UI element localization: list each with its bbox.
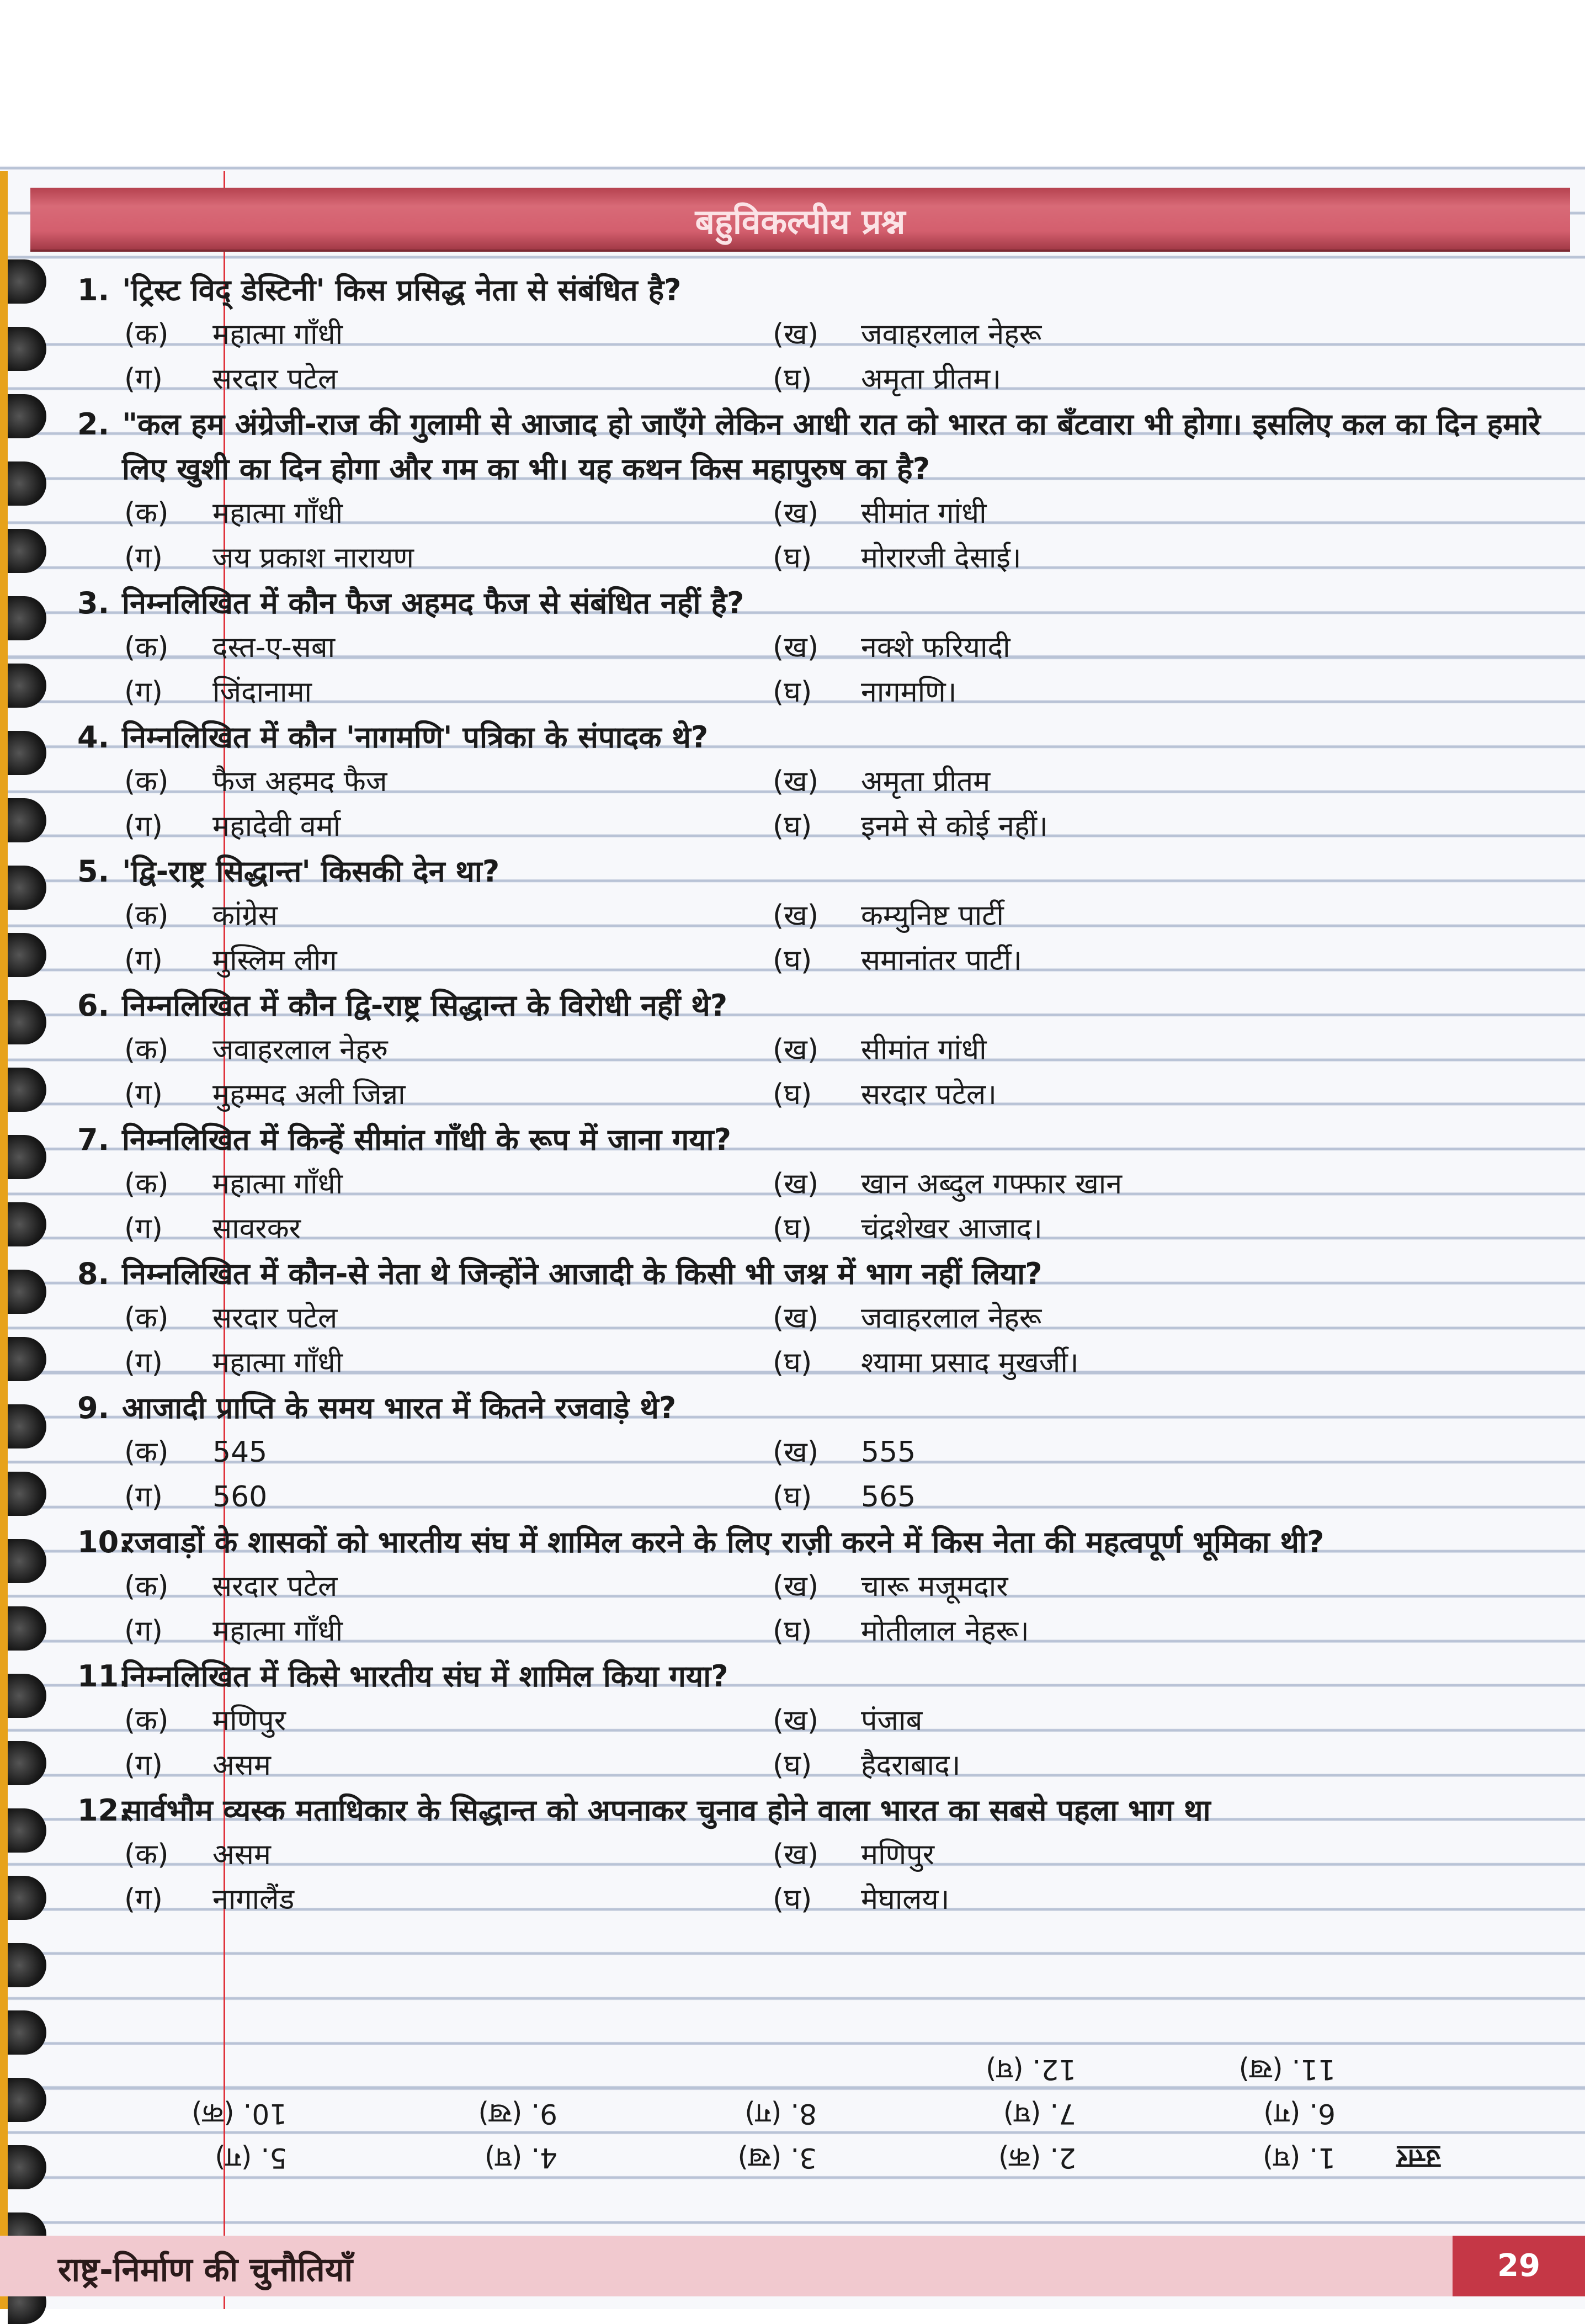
option-label: (क)	[124, 765, 169, 798]
option-text: मोरारजी देसाई।	[861, 542, 1022, 575]
option-label: (घ)	[773, 1346, 812, 1379]
question-item	[77, 1251, 1567, 1386]
question-item	[77, 268, 1567, 402]
question-text	[77, 849, 1567, 894]
option-text: सावरकर	[212, 1212, 301, 1245]
option-label: (घ)	[773, 1749, 812, 1782]
option-label: (क)	[124, 1704, 169, 1737]
option-label: (घ)	[773, 1883, 812, 1916]
option-text: मणिपुर	[861, 1838, 934, 1871]
question-item	[77, 402, 1567, 581]
option	[77, 1430, 773, 1475]
option-text: जवाहरलाल नेहरु	[212, 1033, 388, 1067]
option-text: 545	[212, 1436, 268, 1469]
option	[773, 1073, 1490, 1117]
option	[773, 1162, 1490, 1207]
option	[773, 1475, 1490, 1520]
section-banner	[30, 188, 1570, 252]
option-text: नागालैंड	[212, 1883, 295, 1916]
option	[77, 1475, 773, 1520]
question-item	[77, 1654, 1567, 1788]
option-label: (घ)	[773, 944, 812, 977]
option-text: खान अब्दुल गफ्फार खान	[861, 1168, 1123, 1201]
option-text: सरदार पटेल	[212, 363, 338, 396]
question-list	[77, 268, 1567, 1922]
page-footer	[0, 2236, 1585, 2296]
option	[773, 670, 1490, 715]
option-text: मेघालय।	[861, 1883, 950, 1916]
page-number: 29	[1453, 2236, 1585, 2296]
option	[773, 1609, 1490, 1654]
option	[773, 491, 1490, 536]
option-text: चंद्रशेखर आजाद।	[861, 1212, 1043, 1245]
option-label: (ख)	[773, 631, 819, 664]
option-text: महात्मा गाँधी	[212, 1346, 343, 1379]
option-label: (ख)	[773, 1302, 819, 1335]
option	[773, 312, 1490, 357]
answer-key-title: उत्तर	[1396, 2143, 1440, 2174]
option	[77, 536, 773, 581]
question-text	[77, 1117, 1567, 1162]
option-text: महात्मा गाँधी	[212, 497, 343, 530]
question-number: 9.	[77, 1391, 110, 1425]
question-text	[77, 983, 1567, 1028]
option-text: जय प्रकाश नारायण	[212, 542, 414, 575]
question-body: 'द्वि-राष्ट्र सिद्धान्त' किसकी देन था?	[122, 854, 500, 889]
option-text: जवाहरलाल नेहरू	[861, 1302, 1042, 1335]
option	[77, 804, 773, 849]
option-text: महात्मा गाँधी	[212, 1615, 343, 1648]
question-item	[77, 1117, 1567, 1251]
option-label: (घ)	[773, 1078, 812, 1111]
option-label: (घ)	[773, 542, 812, 575]
question-item	[77, 983, 1567, 1117]
answer-entry: 10. (क)	[192, 2098, 287, 2130]
answer-entry: 8. (ग)	[744, 2098, 817, 2130]
option-text: असम	[212, 1749, 271, 1782]
question-number: 3.	[77, 586, 110, 620]
option	[773, 760, 1490, 804]
option-text: महादेवी वर्मा	[212, 810, 341, 843]
option-text: महात्मा गाँधी	[212, 1168, 343, 1201]
option	[77, 670, 773, 715]
section-title: बहुविकल्पीय प्रश्न	[695, 201, 906, 242]
option-text: मोतीलाल नेहरू।	[861, 1615, 1029, 1648]
option-label: (क)	[124, 1570, 169, 1603]
option	[77, 1877, 773, 1922]
option	[773, 1699, 1490, 1743]
option	[77, 1699, 773, 1743]
option-label: (ग)	[124, 676, 163, 709]
option	[77, 625, 773, 670]
question-body: निम्नलिखित में कौन फैज अहमद फैज से संबंधित नहीं है?	[122, 586, 744, 620]
option	[773, 1743, 1490, 1788]
option-label: (क)	[124, 1436, 169, 1469]
question-number: 4.	[77, 720, 110, 755]
option-text: असम	[212, 1838, 271, 1871]
option-text: अमृता प्रीतम	[861, 765, 991, 798]
question-text	[77, 581, 1567, 625]
answer-entry: 7. (घ)	[1003, 2098, 1076, 2130]
option-text: मुहम्मद अली जिन्ना	[212, 1078, 406, 1111]
option	[77, 1028, 773, 1073]
option-text: कम्युनिष्ट पार्टी	[861, 899, 1004, 932]
option-text: कांग्रेस	[212, 899, 278, 932]
question-body: निम्नलिखित में कौन 'नागमणि' पत्रिका के संपादक थे?	[122, 720, 709, 755]
answer-entry: 3. (ख)	[737, 2142, 817, 2174]
option-text: सरदार पटेल।	[861, 1078, 997, 1111]
option	[77, 1833, 773, 1877]
option-label: (ग)	[124, 1346, 163, 1379]
option	[77, 1609, 773, 1654]
option-text: महात्मा गाँधी	[212, 318, 343, 351]
option-label: (ख)	[773, 1033, 819, 1067]
option-text: समानांतर पार्टी।	[861, 944, 1022, 977]
question-number: 2.	[77, 407, 110, 442]
question-item	[77, 849, 1567, 983]
answer-entry: 4. (घ)	[484, 2142, 557, 2174]
question-number: 10.	[77, 1525, 130, 1559]
option	[77, 1207, 773, 1251]
question-text	[77, 268, 1567, 312]
answer-entry: 6. (ग)	[1263, 2098, 1336, 2130]
option-text: हैदराबाद।	[861, 1749, 961, 1782]
option-label: (घ)	[773, 1212, 812, 1245]
option	[773, 536, 1490, 581]
option	[77, 1073, 773, 1117]
option-text: सरदार पटेल	[212, 1570, 338, 1603]
option-text: मणिपुर	[212, 1704, 286, 1737]
question-item	[77, 1788, 1567, 1922]
option	[773, 1028, 1490, 1073]
option	[773, 1877, 1490, 1922]
answer-entry: 1. (घ)	[1262, 2142, 1336, 2174]
option-label: (क)	[124, 1838, 169, 1871]
question-number: 7.	[77, 1122, 110, 1157]
option-label: (क)	[124, 899, 169, 932]
option-text: पंजाब	[861, 1704, 923, 1737]
option-label: (ख)	[773, 899, 819, 932]
question-text	[77, 1520, 1567, 1564]
option-text: जिंदानामा	[212, 676, 312, 709]
option-label: (क)	[124, 497, 169, 530]
option-label: (ग)	[124, 1212, 163, 1245]
option-label: (ख)	[773, 318, 819, 351]
option-label: (ख)	[773, 1570, 819, 1603]
option	[77, 1296, 773, 1341]
option-label: (घ)	[773, 363, 812, 396]
option-text: 560	[212, 1481, 268, 1514]
option-label: (ख)	[773, 497, 819, 530]
option-text: 565	[861, 1481, 916, 1514]
option	[77, 1162, 773, 1207]
option-label: (ग)	[124, 944, 163, 977]
option-text: दस्त-ए-सबा	[212, 631, 336, 664]
option-label: (घ)	[773, 810, 812, 843]
option-text: नक्शे फरियादी	[861, 631, 1010, 664]
option-text: श्यामा प्रसाद मुखर्जी।	[861, 1346, 1079, 1379]
question-text	[77, 1386, 1567, 1430]
option	[77, 1341, 773, 1386]
option	[77, 760, 773, 804]
option-label: (क)	[124, 1302, 169, 1335]
option-text: सीमांत गांधी	[861, 1033, 987, 1067]
question-body: रजवाड़ों के शासकों को भारतीय संघ में शामिल करने के लिए राज़ी करने में किस नेता की महत्वपूर्ण भूमिका थी?	[122, 1525, 1325, 1559]
option-label: (क)	[124, 1168, 169, 1201]
option-label: (क)	[124, 1033, 169, 1067]
answer-entry: 2. (क)	[998, 2142, 1076, 2174]
option-text: फैज अहमद फैज	[212, 765, 387, 798]
option-text: जवाहरलाल नेहरू	[861, 318, 1042, 351]
option-label: (ख)	[773, 1838, 819, 1871]
option	[77, 938, 773, 983]
option-label: (ग)	[124, 1078, 163, 1111]
question-number: 6.	[77, 988, 110, 1023]
answer-entry: 11. (ख)	[1238, 2054, 1336, 2086]
option	[773, 938, 1490, 983]
answer-entry: 12. (घ)	[986, 2054, 1076, 2086]
option	[773, 1341, 1490, 1386]
question-body: सार्वभौम व्यस्क मताधिकार के सिद्धान्त को अपनाकर चुनाव होने वाला भारत का सबसे पहला भाग था	[122, 1793, 1211, 1828]
question-item	[77, 1520, 1567, 1654]
option-text: नागमणि।	[861, 676, 957, 709]
option	[773, 1207, 1490, 1251]
question-item	[77, 1386, 1567, 1520]
question-body: 'ट्रिस्ट विद् डेस्टिनी' किस प्रसिद्ध नेता से संबंधित है?	[122, 273, 682, 307]
answer-entry: 5. (ग)	[215, 2142, 287, 2174]
option-label: (घ)	[773, 676, 812, 709]
chapter-title: राष्ट्र-निर्माण की चुनौतियाँ	[58, 2251, 353, 2289]
option-label: (ग)	[124, 542, 163, 575]
option-label: (क)	[124, 631, 169, 664]
option-label: (ग)	[124, 1481, 163, 1514]
option	[773, 625, 1490, 670]
question-text	[77, 1654, 1567, 1699]
option	[773, 894, 1490, 938]
option-label: (ग)	[124, 1749, 163, 1782]
option-label: (ग)	[124, 363, 163, 396]
question-body: निम्नलिखित में किन्हें सीमांत गाँधी के रूप में जाना गया?	[122, 1122, 731, 1157]
question-number: 1.	[77, 273, 110, 307]
option-label: (ख)	[773, 1436, 819, 1469]
option-text: सीमांत गांधी	[861, 497, 987, 530]
answer-key	[83, 2045, 1462, 2183]
spiral-spine	[0, 171, 8, 2309]
option	[77, 312, 773, 357]
question-body: निम्नलिखित में कौन द्वि-राष्ट्र सिद्धान्त के विरोधी नहीं थे?	[122, 988, 728, 1023]
option	[773, 1296, 1490, 1341]
option	[773, 804, 1490, 849]
option	[773, 1564, 1490, 1609]
option-label: (ख)	[773, 765, 819, 798]
question-number: 12.	[77, 1793, 130, 1828]
question-item	[77, 715, 1567, 849]
question-body: आजादी प्राप्ति के समय भारत में कितने रजवाड़े थे?	[122, 1391, 677, 1425]
question-body: निम्नलिखित में कौन-से नेता थे जिन्होंने आजादी के किसी भी जश्न में भाग नहीं लिया?	[122, 1256, 1043, 1291]
option-label: (घ)	[773, 1481, 812, 1514]
question-text	[77, 1788, 1567, 1833]
option-text: चारू मजूमदार	[861, 1570, 1008, 1603]
question-number: 11.	[77, 1659, 130, 1694]
option-text: अमृता प्रीतम।	[861, 363, 1001, 396]
option-text: सरदार पटेल	[212, 1302, 338, 1335]
option-text: इनमे से कोई नहीं।	[861, 810, 1048, 843]
option-label: (ग)	[124, 1615, 163, 1648]
option	[77, 1564, 773, 1609]
option-label: (ग)	[124, 810, 163, 843]
question-body: "कल हम अंग्रेजी-राज की गुलामी से आजाद हो जाएँगे लेकिन आधी रात को भारत का बँटवारा भी होगा। इसलिए कल का दिन हमारे लिए खुशी का दिन होगा और गम का भी। यह कथन किस महापुरुष का है?	[122, 407, 1541, 486]
option-label: (ग)	[124, 1883, 163, 1916]
option	[773, 1430, 1490, 1475]
option	[77, 1743, 773, 1788]
option-text: मुस्लिम लीग	[212, 944, 337, 977]
option-label: (ख)	[773, 1704, 819, 1737]
question-body: निम्नलिखित में किसे भारतीय संघ में शामिल किया गया?	[122, 1659, 728, 1694]
option	[77, 357, 773, 402]
question-text	[77, 715, 1567, 760]
option-label: (घ)	[773, 1615, 812, 1648]
option	[773, 357, 1490, 402]
option-label: (ख)	[773, 1168, 819, 1201]
question-item	[77, 581, 1567, 715]
option	[773, 1833, 1490, 1877]
option-text: 555	[861, 1436, 916, 1469]
question-text	[77, 1251, 1567, 1296]
option	[77, 491, 773, 536]
question-number: 8.	[77, 1256, 110, 1291]
question-text	[77, 402, 1567, 491]
option-label: (क)	[124, 318, 169, 351]
answer-entry: 9. (ख)	[478, 2098, 557, 2130]
option	[77, 894, 773, 938]
question-number: 5.	[77, 854, 110, 889]
